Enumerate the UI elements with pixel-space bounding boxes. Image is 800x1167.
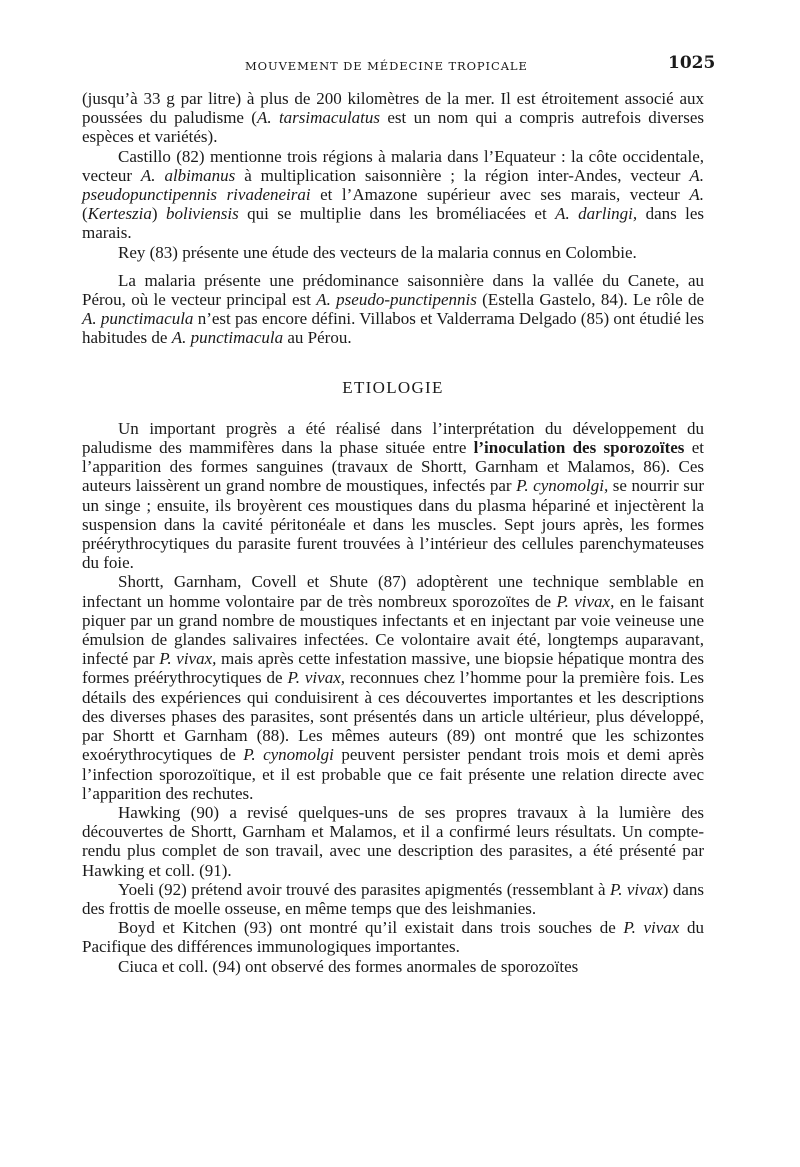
body-text bbox=[82, 89, 704, 976]
paragraph: Yoeli (92) prétend avoir trouvé des parasites apigmentés (ressemblant à P. vivax) dans des frottis de moelle osseuse, en même temps que des leishmanies. bbox=[82, 879, 704, 918]
paragraph: La malaria présente une prédominance saisonnière dans la vallée du Canete, au Pérou, où le vecteur principal est A. pseudo-punctipennis (Estella Gastelo, 84). Le rôle de A. punctimacula n’est pas encore défini. Villabos et Valderrama Delgado (85) ont étudié les habitudes de A. punctimacula au Pérou. bbox=[82, 270, 704, 348]
paragraph: Ciuca et coll. (94) ont observé des formes anormales de sporozoïtes bbox=[118, 956, 579, 976]
section-title: ETIOLOGIE bbox=[342, 377, 444, 397]
running-head: MOUVEMENT DE MÉDECINE TROPICALE bbox=[245, 59, 528, 73]
page-number: 1025 bbox=[668, 53, 716, 73]
paragraph: Un important progrès a été réalisé dans l’interprétation du développement du paludisme des mammifères dans la phase située entre l’inoculation des sporozoïtes et l’apparition des formes sanguines (travaux de Shortt, Garnham et Malamos, 86). Ces auteurs laissèrent un grand nombre de moustiques, infectés par P. cynomolgi, se nourrir sur un singe ; ensuite, ils broyèrent ces moustiques dans du plasma hépariné et injectèrent la suspension dans la cavité péritonéale et dans les muscles. Sept jours après, les formes préérythrocytiques du parasite furent trouvées à l’intérieur des cellules parenchymateuses du foie. bbox=[82, 418, 705, 573]
paragraph: Shortt, Garnham, Covell et Shute (87) adoptèrent une technique semblable en infectant un homme volontaire par de très nombreux sporozoïtes de P. vivax, en le faisant piquer par un grand nombre de moustiques infectants et en injectant par voie veineuse une émulsion de glandes salivaires infectées. Ce volontaire avait été, longtemps auparavant, infecté par P. vivax, mais après cette infestation massive, une biopsie hépatique montra des formes préérythrocytiques de P. vivax, reconnues chez l’homme pour la première fois. Les détails des expériences qui conduisirent à ces découvertes importantes et les descriptions des diverses phases des parasites, sont présentés dans un article ultérieur, plus développé, par Shortt et Garnham (88). Les mêmes auteurs (89) ont montré que les schizontes exoérythrocytiques de P. cynomolgi peuvent persister pendant trois mois et demi après l’infection sporozoïtique, et il est probable que ce fait présente une relation directe avec l’apparition des rechutes. bbox=[82, 572, 705, 803]
paragraph: Boyd et Kitchen (93) ont montré qu’il existait dans trois souches de P. vivax du Pacifique des différences immunologiques importantes. bbox=[82, 918, 704, 957]
paragraph: Rey (83) présente une étude des vecteurs de la malaria connus en Colombie. bbox=[118, 242, 637, 262]
paragraph: Castillo (82) mentionne trois régions à malaria dans l’Equateur : la côte occidentale, vecteur A. albimanus à multiplication saisonnière ; la région inter-Andes, vecteur A. pseudopunctipennis rivadeneirai et l’Amazone supérieur avec ses marais, vecteur A. (Kerteszia) boliviensis qui se multiplie dans les broméliacées et A. darlingi, dans les marais. bbox=[82, 146, 705, 243]
paragraph: Hawking (90) a revisé quelques-uns de ses propres travaux à la lumière des découvertes de Shortt, Garnham et Malamos, et il a confirmé leurs résultats. Un compte-rendu plus complet de son travail, avec une description des parasites, a été présenté par Hawking et coll. (91). bbox=[82, 802, 704, 880]
paragraph: (jusqu’à 33 g par litre) à plus de 200 kilomètres de la mer. Il est étroitement associé aux poussées du paludisme (A. tarsimaculatus est un nom qui a compris autrefois diverses espèces et variétés). bbox=[82, 89, 704, 147]
